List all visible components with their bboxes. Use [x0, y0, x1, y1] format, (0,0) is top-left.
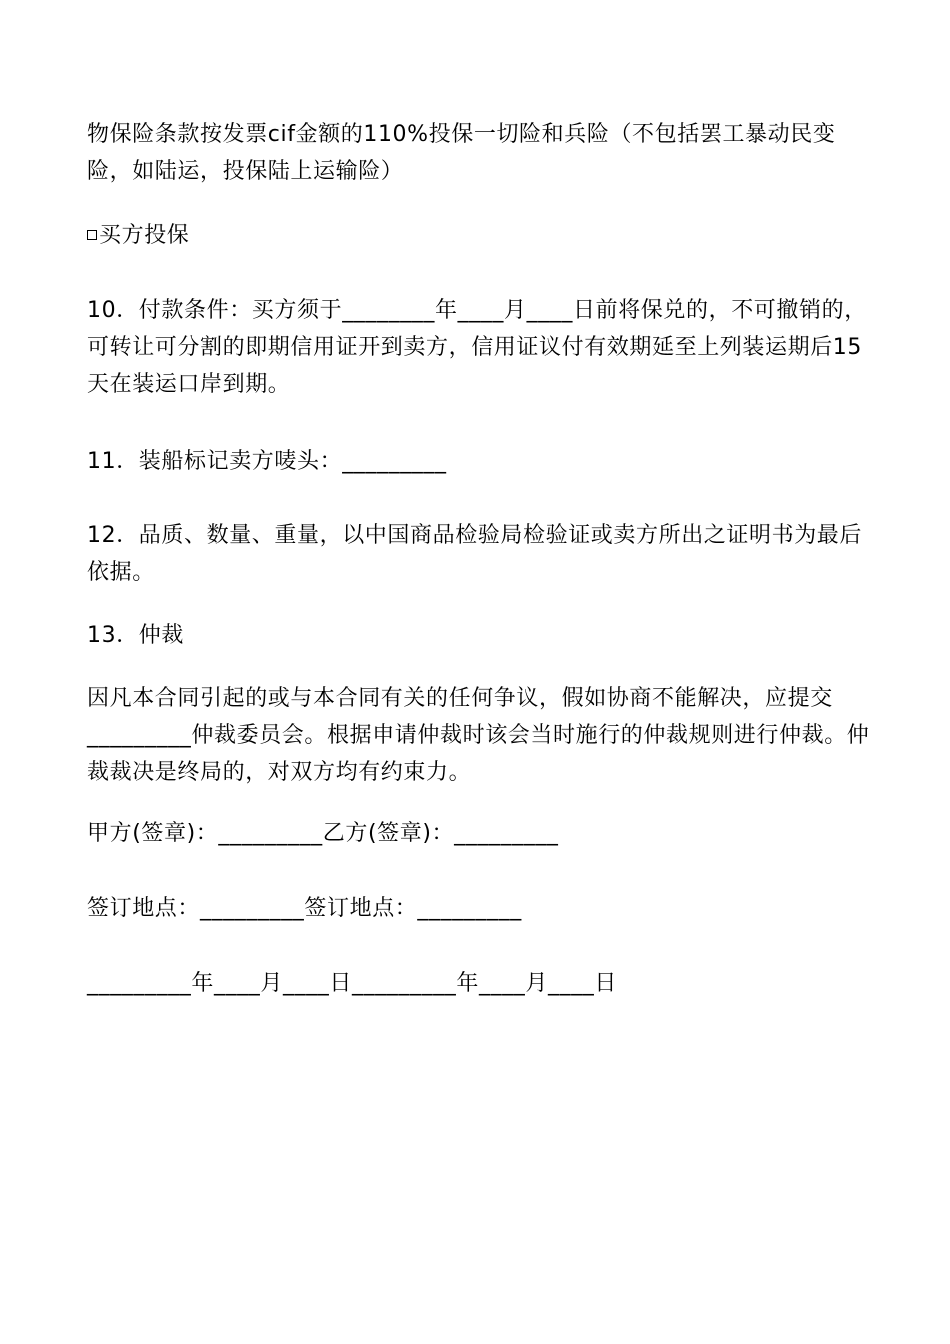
signing-place-line: 签订地点：_________签订地点：_________	[87, 896, 522, 921]
signature-line: 甲方(签章)：_________乙方(签章)：_________	[87, 821, 559, 846]
buyer-insures-label: 买方投保	[99, 223, 190, 248]
signing-date-line: _________年____月____日_________年____月____日	[87, 971, 618, 996]
arbitration-clause: 因凡本合同引起的或与本合同有关的任何争议，假如协商不能解决，应提交_________仲裁委员会。根据申请仲裁时该会当时施行的仲裁规则进行仲裁。仲裁裁决是终局的，对双方均有约束力。	[87, 686, 870, 785]
checkbox-icon	[87, 230, 97, 240]
arbitration-heading: 13．仲裁	[87, 623, 184, 648]
shipping-marks-clause: 11．装船标记卖方唛头：_________	[87, 449, 447, 474]
buyer-insures-option	[87, 217, 877, 254]
quality-clause: 12．品质、数量、重量，以中国商品检验局检验证或卖方所出之证明书为最后依据。	[87, 523, 862, 585]
insurance-clause: 物保险条款按发票cif金额的110%投保一切险和兵险（不包括罢工暴动民变险，如陆运，投保陆上运输险）	[87, 122, 836, 184]
payment-terms-clause: 10．付款条件：买方须于________年____月____日前将保兑的，不可撤销的，可转让可分割的即期信用证开到卖方，信用证议付有效期延至上列装运期后15天在装运口岸到期。	[87, 298, 867, 397]
